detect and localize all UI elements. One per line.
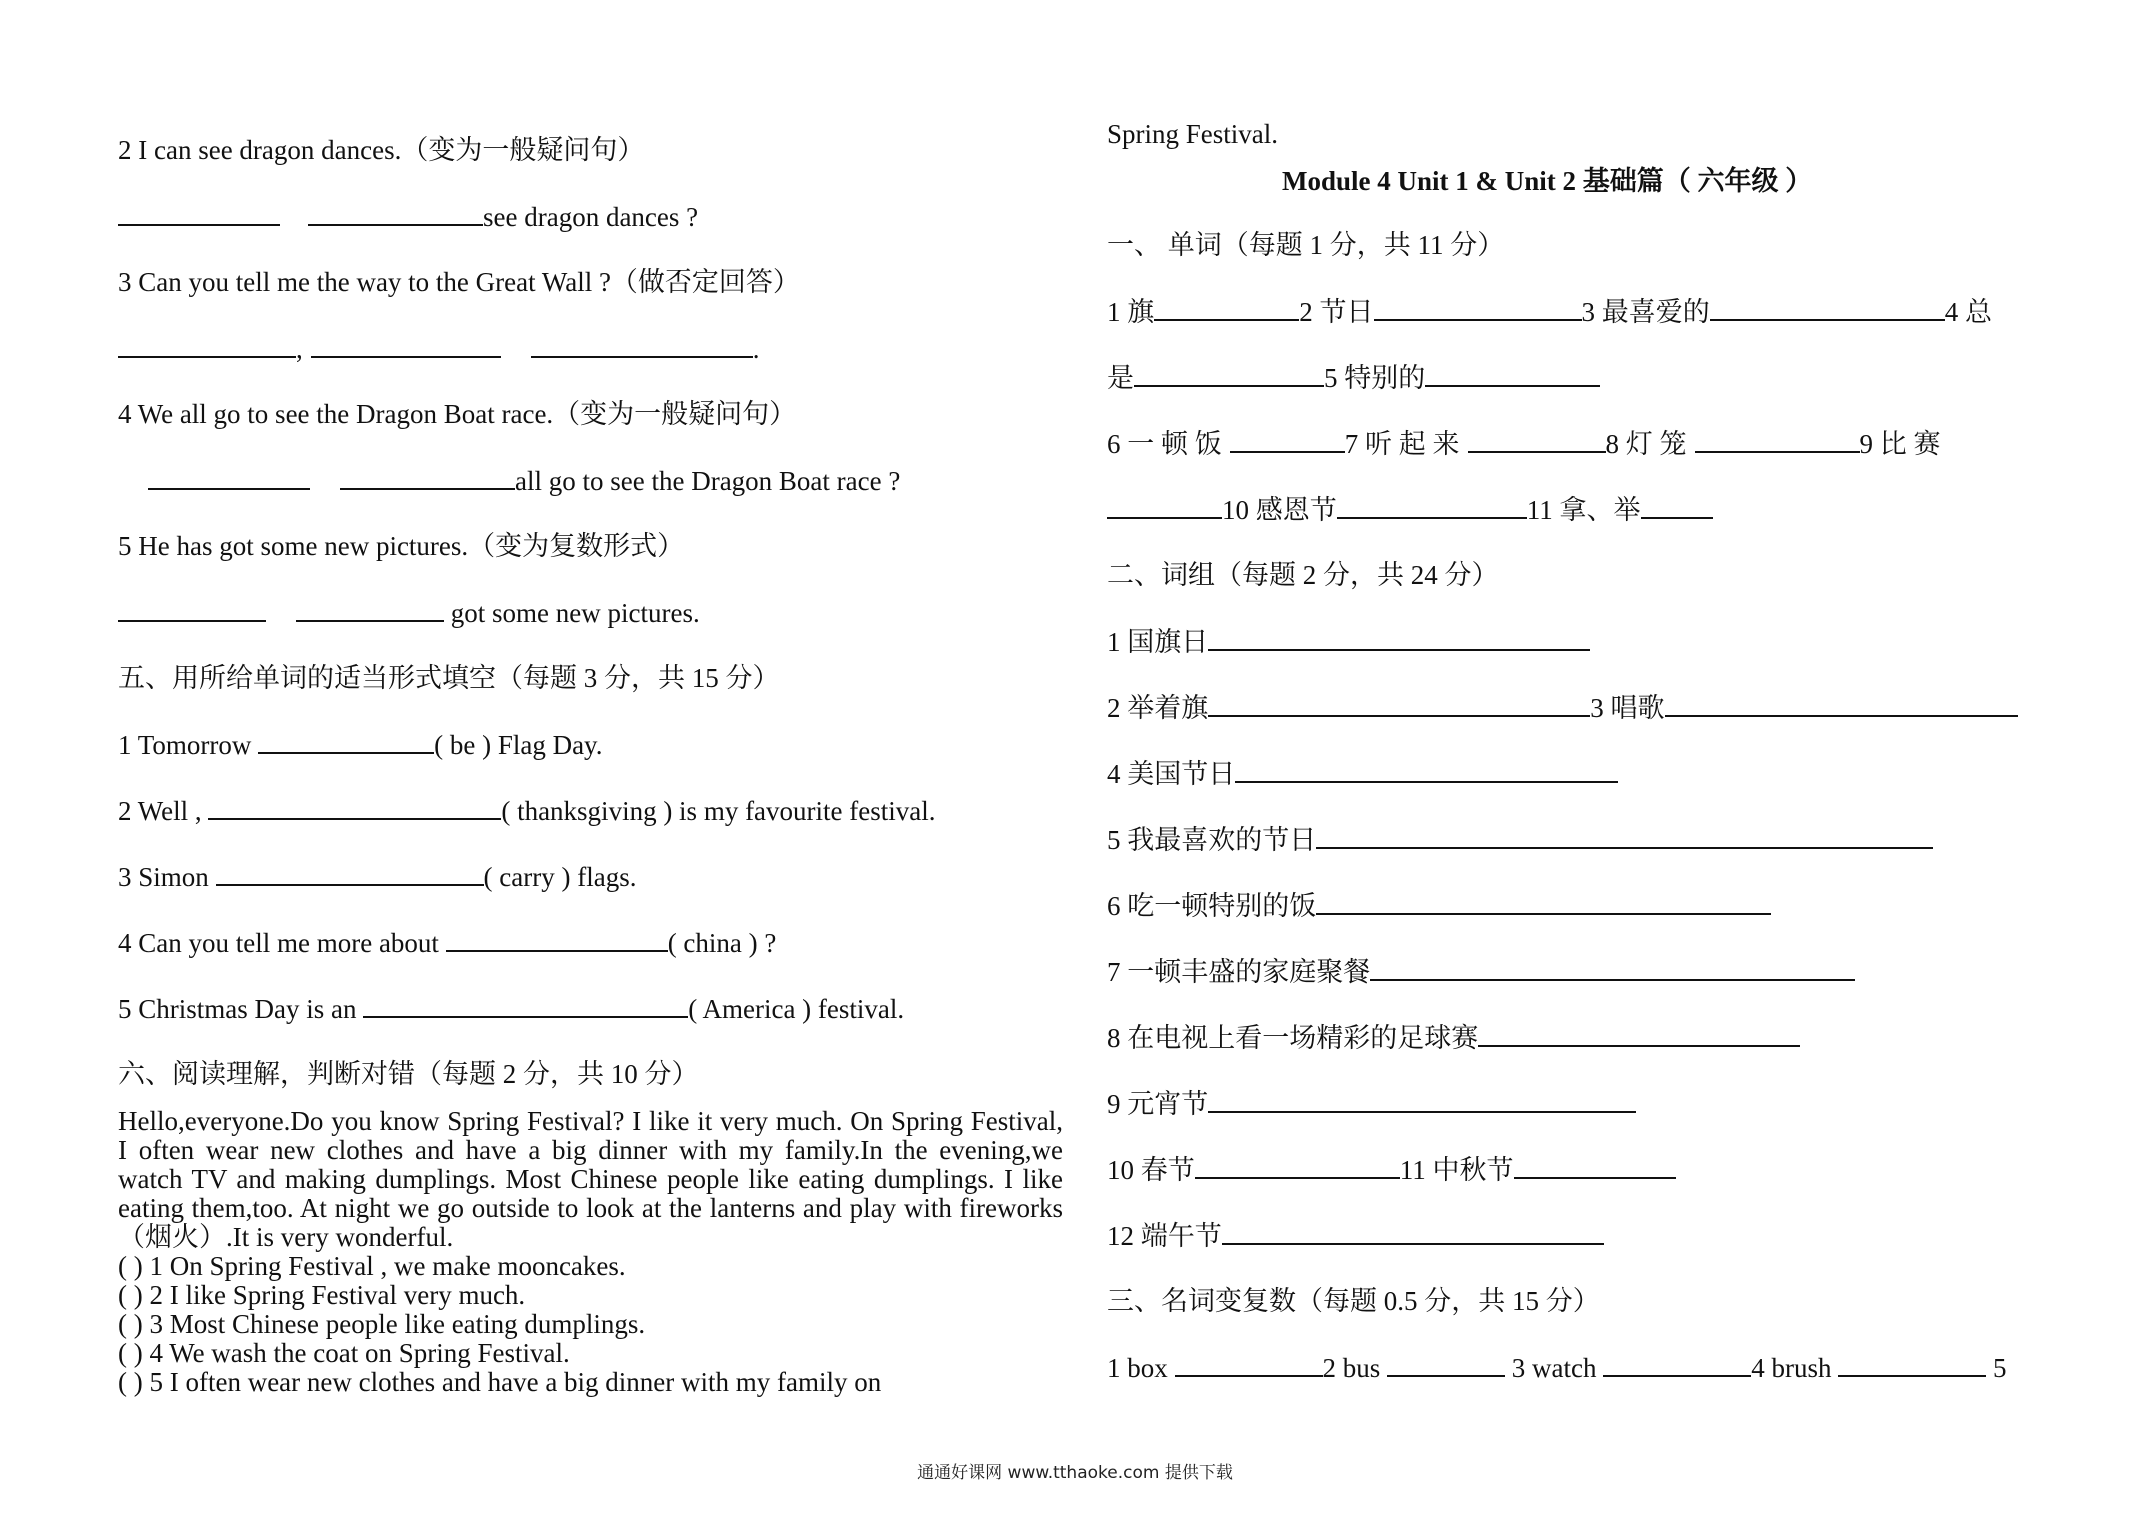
word-blank[interactable] [1710,293,1945,321]
s2-item-9: 9 元宵节 [1107,1085,1636,1122]
s4-item-5-prompt: 5 He has got some new pictures.（变为复数形式） [118,531,685,561]
section-3-title: 三、名词变复数（每题 0.5 分，共 15 分） [1107,1286,1600,1316]
word-blank[interactable] [1107,491,1222,519]
s2-item-7: 7 一顿丰盛的家庭聚餐 [1107,953,1855,990]
judge-question: ( ) 5 I often wear new clothes and have a big dinner with my family on [118,1367,882,1397]
phrase-blank[interactable] [1195,1151,1400,1179]
answer-blank[interactable] [118,594,266,622]
s5-item-3: 3 Simon ( carry ) flags. [118,858,636,895]
s1-row-4: 10 感恩节 11 拿、举 [1107,491,1713,528]
answer-blank[interactable] [531,330,753,358]
section-2-title: 二、词组（每题 2 分，共 24 分） [1107,560,1499,590]
s4-item-2-prompt: 2 I can see dragon dances.（变为一般疑问句） [118,135,645,165]
judge-question: ( ) 4 We wash the coat on Spring Festival. [118,1338,570,1368]
phrase-blank[interactable] [1514,1151,1676,1179]
carry-over-text: Spring Festival. [1107,119,1279,149]
plural-blank[interactable] [1175,1349,1323,1377]
word-blank[interactable] [1230,425,1345,453]
s1-row-3: 6 一 顿 饭 7 听 起 来 8 灯 笼 9 比 赛 [1107,425,1941,462]
s4-item-3-answer: , . [118,330,760,367]
word-blank[interactable] [1425,359,1600,387]
judge-question: ( ) 3 Most Chinese people like eating dumplings. [118,1309,646,1339]
phrase-blank[interactable] [1222,1217,1604,1245]
fill-blank[interactable] [258,726,434,754]
s2-item-5: 5 我最喜欢的节日 [1107,821,1933,858]
s5-item-5: 5 Christmas Day is an ( America ) festival. [118,990,904,1027]
section-6-title: 六、阅读理解，判断对错（每题 2 分，共 10 分） [118,1059,699,1089]
phrase-blank[interactable] [1478,1019,1800,1047]
phrase-blank[interactable] [1208,1085,1636,1113]
s2-item-12: 12 端午节 [1107,1217,1604,1254]
fill-blank[interactable] [216,858,484,886]
word-blank[interactable] [1695,425,1860,453]
word-blank[interactable] [1468,425,1606,453]
word-blank[interactable] [1374,293,1582,321]
s5-item-4: 4 Can you tell me more about ( china ) ? [118,924,776,961]
s4-item-2-answer: see dragon dances ? [118,198,698,235]
s4-item-3-prompt: 3 Can you tell me the way to the Great Wall ?（做否定回答） [118,267,800,297]
answer-blank[interactable] [308,198,483,226]
s2-item-1: 1 国旗日 [1107,623,1590,660]
s2-item-8: 8 在电视上看一场精彩的足球赛 [1107,1019,1800,1056]
answer-blank[interactable] [118,198,280,226]
fill-blank[interactable] [363,990,688,1018]
answer-blank[interactable] [118,330,296,358]
page-footer: 通通好课网 www.tthaoke.com 提供下载 [917,1463,1233,1483]
phrase-blank[interactable] [1208,623,1590,651]
answer-blank[interactable] [340,462,515,490]
phrase-blank[interactable] [1370,953,1855,981]
s4-item-4-prompt: 4 We all go to see the Dragon Boat race.（变为一般疑问句） [118,399,797,429]
reading-passage: Hello,everyone.Do you know Spring Festival? I like it very much. On Spring Festival, I often wear new clothes and have a big dinner with my family.In the evening,we watch TV and making dumplings. Most Chinese people like eating dumplings. I like eating them,too. At night we go outside to look at the lanterns and play with fireworks（烟火）.It is very wonderful. [118,1106,1063,1252]
plural-blank[interactable] [1387,1349,1505,1377]
judge-question: ( ) 1 On Spring Festival , we make mooncakes. [118,1251,626,1281]
s2-item-4: 4 美国节日 [1107,755,1618,792]
s2-item-6: 6 吃一顿特别的饭 [1107,887,1771,924]
judge-question: ( ) 2 I like Spring Festival very much. [118,1280,526,1310]
phrase-blank[interactable] [1665,689,2018,717]
s1-row-2: 是 5 特别的 [1107,359,1600,396]
s4-item-4-answer: all go to see the Dragon Boat race ? [148,462,900,499]
word-blank[interactable] [1641,491,1713,519]
phrase-blank[interactable] [1208,689,1590,717]
page-title: Module 4 Unit 1 & Unit 2 基础篇（ 六年级 ） [1282,166,1813,196]
fill-blank[interactable] [446,924,668,952]
s5-item-2: 2 Well , ( thanksgiving ) is my favourite festival. [118,792,936,829]
s5-item-1: 1 Tomorrow ( be ) Flag Day. [118,726,603,763]
plural-blank[interactable] [1603,1349,1751,1377]
phrase-blank[interactable] [1316,887,1771,915]
plural-blank[interactable] [1838,1349,1986,1377]
answer-blank[interactable] [296,594,444,622]
word-blank[interactable] [1134,359,1324,387]
section-5-title: 五、用所给单词的适当形式填空（每题 3 分，共 15 分） [118,663,780,693]
fill-blank[interactable] [208,792,501,820]
answer-blank[interactable] [148,462,310,490]
section-1-title: 一、 单词（每题 1 分，共 11 分） [1107,230,1505,260]
answer-blank[interactable] [311,330,501,358]
phrase-blank[interactable] [1235,755,1618,783]
s1-row-1: 1 旗 2 节日 3 最喜爱的 4 总 [1107,293,1992,330]
word-blank[interactable] [1337,491,1527,519]
s4-item-5-answer: got some new pictures. [118,594,700,631]
s2-item-10-11: 10 春节 11 中秋节 [1107,1151,1676,1188]
phrase-blank[interactable] [1316,821,1933,849]
word-blank[interactable] [1154,293,1299,321]
s3-row: 1 box 2 bus 3 watch 4 brush 5 [1107,1349,2006,1386]
s2-item-2-3: 2 举着旗 3 唱歌 [1107,689,2018,726]
